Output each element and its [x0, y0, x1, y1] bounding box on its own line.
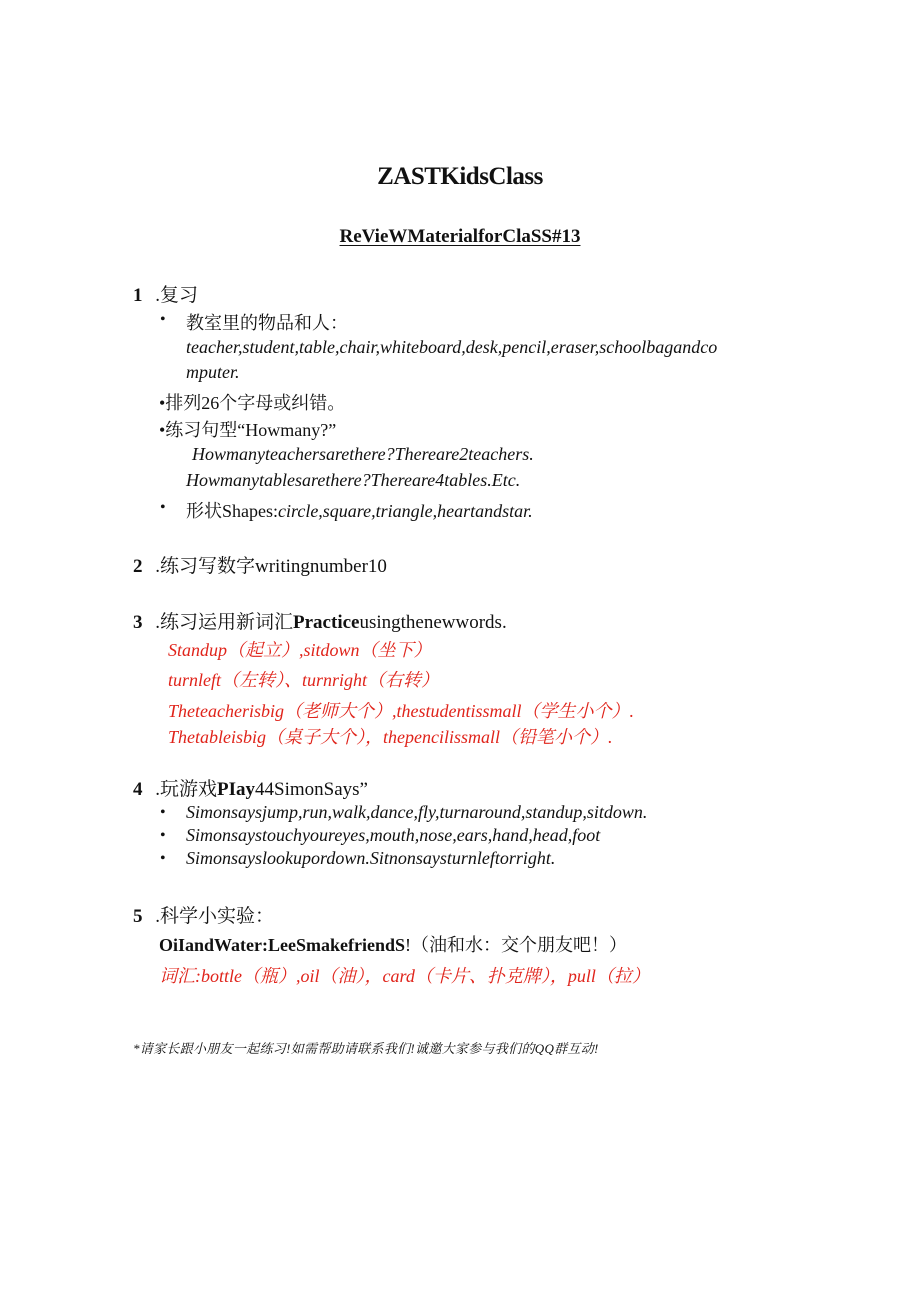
- s1-b1-line2: mputer.: [186, 362, 240, 382]
- s1-b3-line1: Howmanyteachersarethere?Thereare2teachers.: [192, 444, 534, 464]
- s1-b1-label: 教室里的物品和人：: [186, 313, 348, 333]
- bullet-icon: •: [160, 311, 166, 328]
- page-title: ZASTKidsClass: [377, 163, 543, 190]
- s5-line2: 词汇:bottle（瓶）,oil（油），card（卡片、扑克牌），pull（拉）: [159, 966, 650, 986]
- section-4-heading: 4 .玩游戏PIay44SimonSays”: [133, 779, 368, 800]
- bullet-icon: •: [160, 804, 166, 821]
- bullet-icon: •: [160, 499, 166, 516]
- s4-b3: Simonsayslookupordown.Sitnonsaysturnleftorright.: [186, 848, 556, 868]
- bullet-icon: •: [160, 827, 166, 844]
- s1-b1-line1: teacher,student,table,chair,whiteboard,desk,pencil,eraser,schoolbagandco: [186, 337, 718, 357]
- s4-b1: Simonsaysjump,run,walk,dance,fly,turnaround,standup,sitdown.: [186, 802, 648, 822]
- s1-b3: •练习句型“Howmany?”: [159, 420, 337, 440]
- bullet-icon: •: [160, 850, 166, 867]
- footnote: *请家长跟小朋友一起练习!如需帮助请联系我们!诚邀大家参与我们的QQ群互动!: [133, 1041, 599, 1056]
- s5-line1: OiIandWater:LeeSmakefriendS!（油和水：交个朋友吧！）: [159, 935, 627, 955]
- section-1-heading: 1 .复习: [133, 285, 199, 306]
- section-3-heading: 3 .练习运用新词汇Practiceusingthenewwords.: [133, 612, 507, 633]
- s3-line4: Thetableisbig（桌子大个），thepencilissmall（铅笔小个）.: [168, 727, 613, 747]
- s1-b2: •排列26个字母或纠错。: [159, 393, 346, 413]
- s3-line3: Theteacherisbig（老师大个）,thestudentissmall（学生小个）.: [168, 701, 634, 721]
- s3-line1: Standup（起立）,sitdown（坐下）: [168, 640, 432, 660]
- page-subtitle: [0, 226, 920, 248]
- subtitle-text: ReVieWMaterialforClaSS#13: [339, 226, 581, 247]
- s1-b3-line2: Howmanytablesarethere?Thereare4tables.Etc.: [186, 470, 521, 490]
- s3-line2: turnleft（左转）、turnright（右转）: [168, 670, 440, 690]
- s4-b2: Simonsaystouchyoureyes,mouth,nose,ears,hand,head,foot: [186, 825, 601, 845]
- s1-b4: 形状Shapes:circle,square,triangle,heartandstar.: [186, 501, 533, 521]
- section-2-heading: 2 .练习写数字writingnumber10: [133, 556, 387, 577]
- section-5-heading: 5 .科学小实验：: [133, 906, 275, 927]
